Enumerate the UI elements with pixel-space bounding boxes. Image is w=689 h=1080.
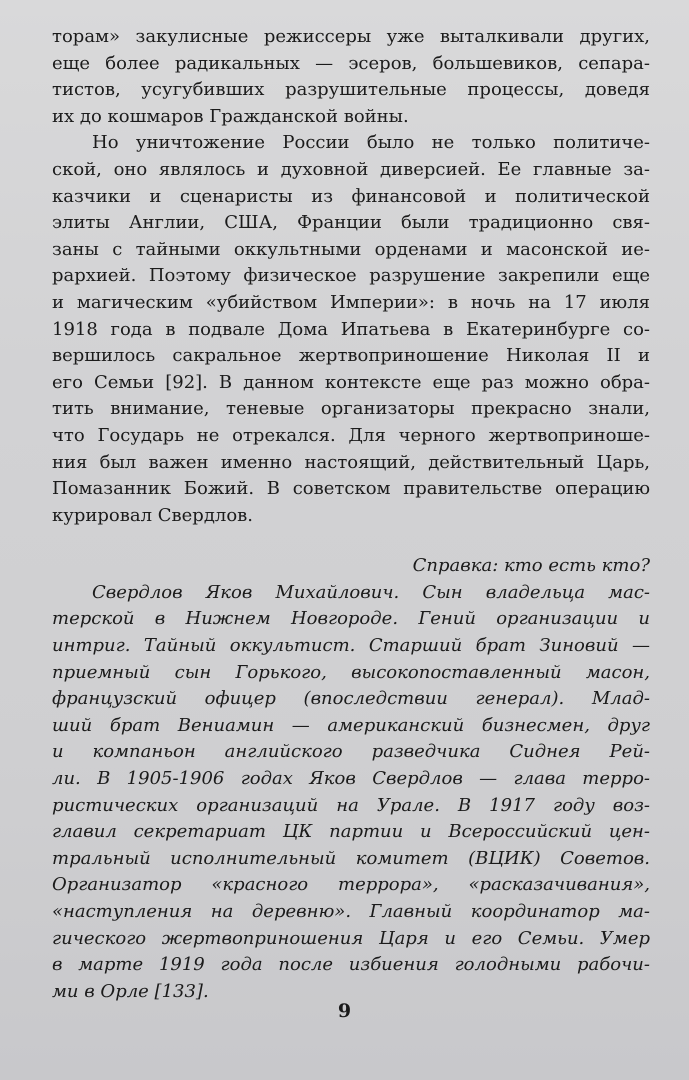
body-line: ской, оно являлось и духовной диверсией. Ее главные за- [52, 158, 650, 180]
body-line: ния был важен именно настоящий, действительный Царь, [52, 451, 650, 473]
body-line: Но уничтожение России было не только политиче- [92, 132, 650, 154]
note-line: тральный исполнительный комитет (ВЦИК) Советов. [52, 847, 650, 869]
note-line: ристических организаций на Урале. В 1917 году воз- [52, 794, 650, 816]
note-line: гического жертвоприношения Царя и его Семьи. Умер [52, 927, 650, 949]
body-line: заны с тайными оккультными орденами и масонской ие- [52, 238, 650, 260]
note-line: главил секретариат ЦК партии и Всероссийский цен- [52, 821, 650, 843]
page-number: 9 [337, 1000, 352, 1022]
note-line: интриг. Тайный оккультист. Старший брат Зиновий — [52, 635, 650, 657]
body-line: тить внимание, теневые организаторы прекрасно знали, [52, 398, 650, 420]
body-line: элиты Англии, США, Франции были традиционно свя- [52, 212, 650, 234]
body-line: рархией. Поэтому физическое разрушение закрепили еще [52, 265, 650, 287]
body-line: торам» закулисные режиссеры уже выталкивали других, [52, 26, 650, 47]
note-line: приемный сын Горького, высокопоставленный масон, [52, 661, 650, 683]
body-line: тистов, усугубивших разрушительные процессы, доведя [52, 79, 650, 101]
note-line: и компаньон английского разведчика Сиднея Рей- [52, 741, 650, 763]
body-line: 1918 года в подвале Дома Ипатьева в Екатеринбурге со- [52, 318, 650, 340]
paragraph-gap [52, 529, 650, 553]
body-line: вершилось сакральное жертвоприношение Николая II и [52, 345, 650, 367]
note-line: Организатор «красного террора», «расказачивания», [52, 874, 650, 896]
body-line: курировал Свердлов. [52, 504, 254, 526]
body-line: их до кошмаров Гражданской войны. [52, 105, 409, 127]
note-heading: Справка: кто есть кто? [412, 555, 650, 577]
note-line: в марте 1919 года после избиения голодными рабочи- [52, 954, 650, 976]
note-line: терской в Нижнем Новгороде. Гений организации и [52, 608, 650, 630]
note-line: ли. В 1905-1906 годах Яков Свердлов — глава терро- [52, 768, 650, 790]
body-line: его Семьи [92]. В данном контексте еще раз можно обра- [52, 371, 650, 393]
note-line: «наступления на деревню». Главный координатор ма- [52, 901, 650, 922]
body-line: казчики и сценаристы из финансовой и политической [52, 185, 650, 207]
note-line: ший брат Вениамин — американский бизнесмен, друг [52, 714, 650, 736]
body-line: еще более радикальных — эсеров, большевиков, сепара- [52, 52, 650, 74]
body-line: что Государь не отрекался. Для черного жертвоприноше- [52, 424, 650, 446]
body-line: Помазанник Божий. В советском правительстве операцию [52, 478, 650, 500]
note-line: французский офицер (впоследствии генерал). Млад- [52, 688, 650, 710]
note-line: ми в Орле [133]. [52, 980, 209, 1002]
body-line: и магическим «убийством Империи»: в ночь на 17 июля [52, 291, 650, 313]
text-block [52, 24, 650, 1005]
note-line: Свердлов Яков Михайлович. Сын владельца мас- [92, 581, 650, 603]
